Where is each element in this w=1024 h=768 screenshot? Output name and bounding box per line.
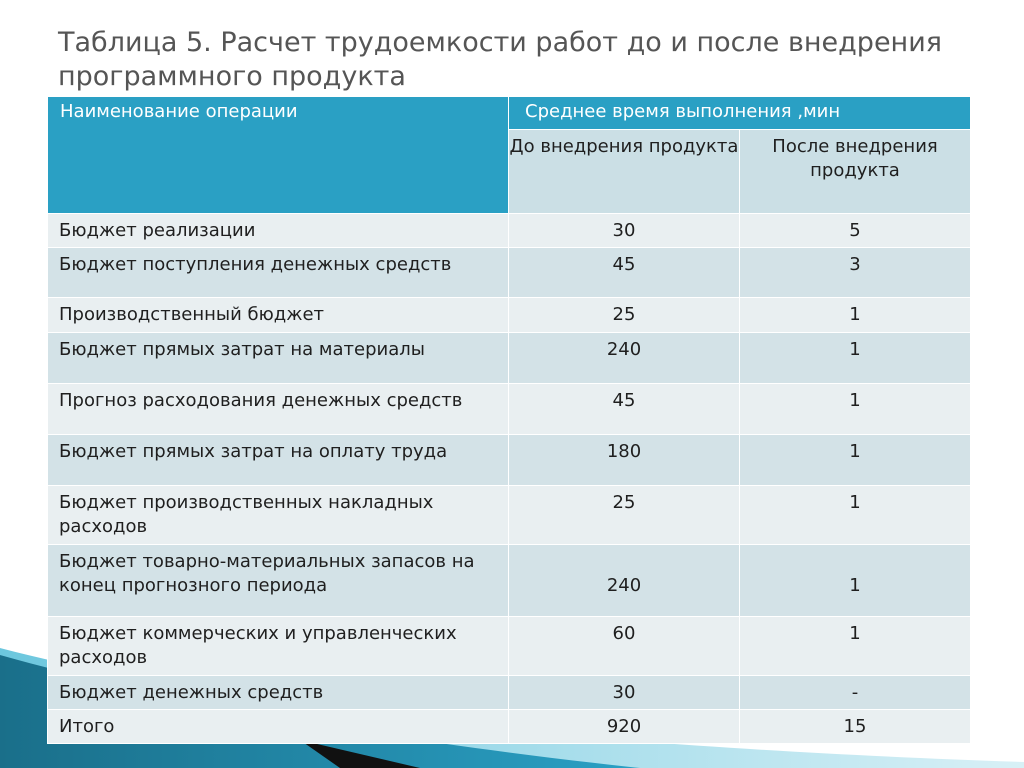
row-before: 45 [612, 254, 636, 275]
row-before: 240 [606, 339, 642, 360]
row-name: Прогноз расходования денежных средств [59, 390, 463, 411]
row-name: Производственный бюджет [59, 304, 325, 325]
table-row [48, 435, 971, 486]
header-avg-time-cell [509, 97, 971, 130]
row-before: 60 [612, 623, 636, 644]
row-name: Бюджет реализации [59, 220, 256, 241]
row-before: 25 [612, 304, 636, 325]
header-after: После внедрения продукта [772, 136, 938, 181]
row-before: 30 [612, 682, 636, 703]
row-after: 1 [849, 575, 861, 596]
table-row [48, 214, 971, 248]
row-after: 1 [849, 304, 861, 325]
header-avg-time: Среднее время выполнения ,мин [525, 101, 841, 122]
row-name: Бюджет прямых затрат на оплату труда [59, 441, 448, 462]
row-after: 5 [849, 220, 861, 241]
row-before: 180 [606, 441, 642, 462]
row-after: 1 [849, 390, 861, 411]
row-name: Бюджет товарно-материальных запасов на конец прогнозного периода [59, 551, 475, 596]
row-name: Бюджет прямых затрат на материалы [59, 339, 425, 360]
table-row [48, 384, 971, 435]
row-after: 1 [849, 441, 861, 462]
row-after: 1 [849, 492, 861, 513]
table-row [48, 298, 971, 333]
labor-intensity-table [47, 96, 971, 744]
table-row [48, 617, 971, 676]
row-name: Итого [59, 716, 115, 737]
row-name: Бюджет денежных средств [59, 682, 324, 703]
row-before: 45 [612, 390, 636, 411]
header-after-cell [740, 130, 971, 214]
header-before-cell [509, 130, 740, 214]
header-operation: Наименование операции [60, 101, 298, 122]
table-row [48, 545, 971, 617]
title-line-1: Таблица 5. Расчет трудоемкости работ до и после внедрения [58, 27, 942, 58]
row-name: Бюджет коммерческих и управленческих расходов [59, 623, 457, 668]
row-after: 1 [849, 339, 861, 360]
row-before: 30 [612, 220, 636, 241]
header-row [48, 97, 971, 130]
header-before: До внедрения продукта [509, 136, 739, 157]
row-after: - [851, 682, 859, 703]
slide-title [58, 26, 978, 94]
row-before: 240 [606, 575, 642, 596]
title-line-2: программного продукта [58, 61, 406, 92]
row-after: 15 [843, 716, 867, 737]
header-operation-cell [48, 97, 509, 214]
row-after: 3 [849, 254, 861, 275]
table-row [48, 486, 971, 545]
table-row [48, 676, 971, 710]
row-before: 920 [606, 716, 642, 737]
row-name: Бюджет производственных накладных расходов [59, 492, 434, 537]
table-row [48, 248, 971, 298]
table-row [48, 333, 971, 384]
table-row-total [48, 710, 971, 744]
row-name: Бюджет поступления денежных средств [59, 254, 452, 275]
row-after: 1 [849, 623, 861, 644]
row-before: 25 [612, 492, 636, 513]
